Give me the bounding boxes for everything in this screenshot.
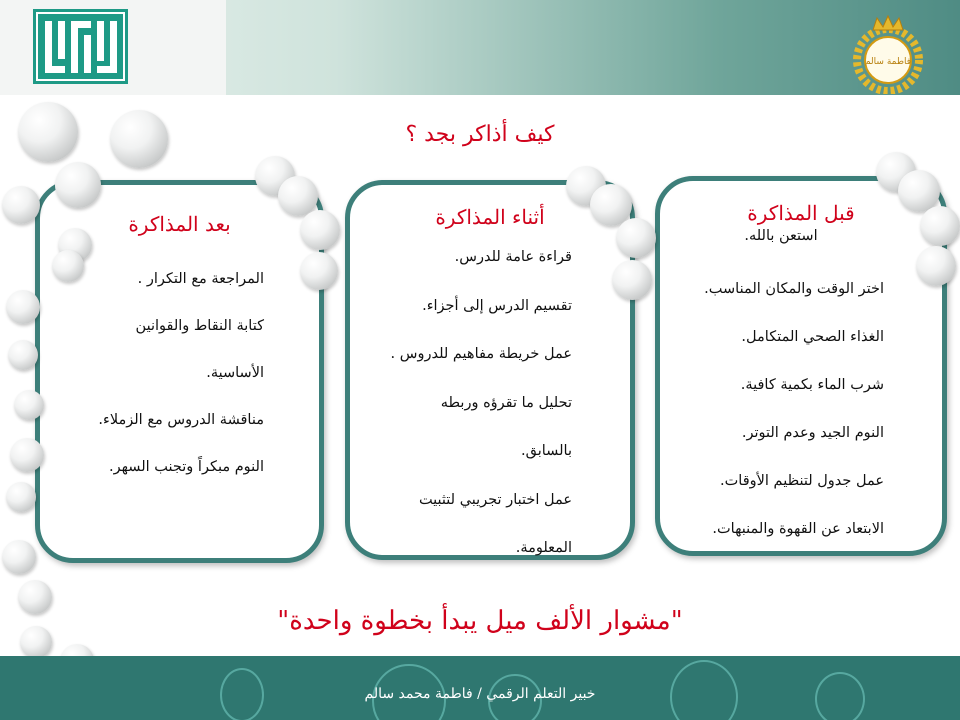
list-item: بالسابق. (521, 443, 572, 459)
list-item: المعلومة. (515, 540, 572, 556)
footer-bar (0, 656, 960, 720)
card-during-study (345, 180, 635, 560)
card-heading: أثناء المذاكرة (435, 205, 545, 229)
pearl-decoration (612, 260, 652, 300)
emblem-text: فاطمة سالم (864, 57, 912, 67)
pearl-decoration (14, 390, 44, 420)
header-banner (0, 0, 960, 95)
list-item: قراءة عامة للدرس. (454, 249, 572, 265)
list-item: الأساسية. (206, 365, 264, 381)
pearl-decoration (300, 252, 338, 290)
pearl-decoration (6, 482, 36, 512)
pearl-decoration (110, 110, 168, 168)
pearl-decoration (920, 206, 960, 246)
list-item: تحليل ما تقرؤه وربطه (440, 394, 572, 411)
list-item: الغذاء الصحي المتكامل. (741, 329, 884, 345)
card-before-study (655, 176, 947, 556)
pearl-decoration (18, 102, 78, 162)
list-item: عمل جدول لتنظيم الأوقات. (720, 473, 884, 489)
pearl-decoration (2, 186, 40, 224)
list-item: تقسيم الدرس إلى أجزاء. (422, 297, 572, 314)
page-title: كيف أذاكر بجد ؟ (405, 122, 555, 147)
pearl-decoration (300, 210, 340, 250)
pearl-decoration (616, 218, 656, 258)
motivational-quote: "مشوار الألف ميل يبدأ بخطوة واحدة" (277, 606, 683, 636)
list-item: اختر الوقت والمكان المناسب. (704, 281, 884, 297)
pearl-decoration (278, 176, 318, 216)
logo-panel (0, 0, 226, 95)
kufic-square-logo-icon (33, 9, 128, 84)
list-item: النوم مبكراً وتجنب السهر. (109, 459, 264, 475)
pearl-decoration (52, 250, 84, 282)
pearl-decoration (916, 246, 956, 286)
list-item: المراجعة مع التكرار . (137, 271, 264, 287)
list-item: النوم الجيد وعدم التوتر. (741, 425, 884, 441)
list-item: عمل اختبار تجريبي لتثبيت (418, 491, 572, 508)
card-list (40, 256, 319, 491)
list-item: شرب الماء بكمية كافية. (740, 377, 884, 393)
footer-text: خبير التعلم الرقمي / فاطمة محمد سالم (364, 686, 596, 702)
card-heading: بعد المذاكرة (128, 212, 231, 236)
card-list (350, 233, 630, 573)
list-item: عمل خريطة مفاهيم للدروس . (390, 346, 572, 362)
card-heading: قبل المذاكرة (747, 201, 855, 225)
list-item: كتابة النقاط والقوانين (135, 318, 264, 334)
list-item: مناقشة الدروس مع الزملاء. (98, 412, 264, 428)
pearl-decoration (10, 438, 44, 472)
card-list (660, 225, 942, 553)
pearl-decoration (898, 170, 940, 212)
pearl-decoration (6, 290, 40, 324)
list-item: الابتعاد عن القهوة والمنبهات. (712, 521, 884, 537)
laurel-crown-emblem-icon (843, 14, 933, 94)
pearl-decoration (8, 340, 38, 370)
list-item: استعن بالله. (744, 228, 818, 244)
pearl-decoration (2, 540, 36, 574)
pearl-decoration (55, 162, 101, 208)
